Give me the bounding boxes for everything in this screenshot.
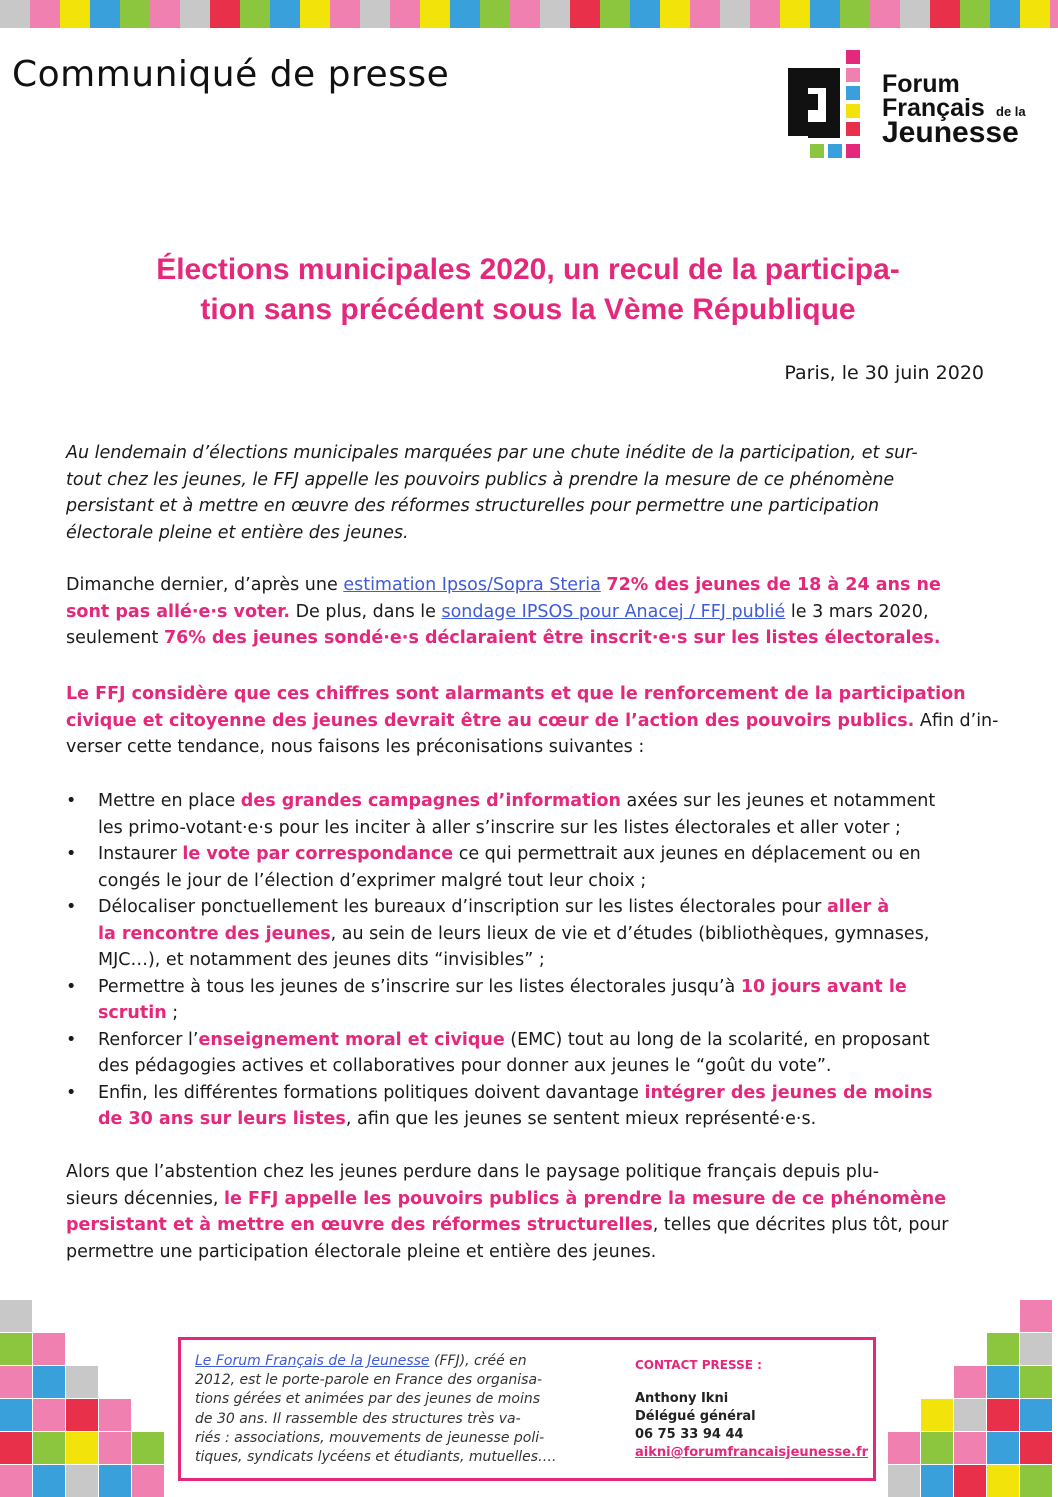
text: Instaurer	[98, 844, 183, 864]
text-line: Alors que l’abstention chez les jeunes perdure dans le paysage politique français depuis plu-	[66, 1162, 880, 1182]
text-line	[66, 708, 999, 735]
text-line: congés le jour de l’élection d’exprimer malgré tout leur choix ;	[98, 870, 647, 891]
strip-square	[870, 0, 900, 28]
logo-text-forum: Forum	[882, 70, 960, 98]
highlight-text: enseignement moral et civique	[198, 1029, 505, 1050]
strip-square	[810, 0, 840, 28]
bullet-icon: •	[66, 976, 77, 997]
corner-square	[33, 1366, 65, 1398]
corner-square	[987, 1465, 1019, 1497]
text-line: des pédagogies actives et collaboratives pour donner aux jeunes le “goût du vote”.	[98, 1056, 832, 1076]
text-line: verser cette tendance, nous faisons les préconisations suivantes :	[66, 737, 645, 757]
strip-square	[660, 0, 690, 28]
text-line: tions gérées et animées par des jeunes de moins	[195, 1391, 541, 1408]
bullet-icon: •	[66, 1082, 77, 1103]
corner-square	[66, 1465, 98, 1497]
headline-line: Élections municipales 2020, un recul de la participa-	[156, 253, 900, 286]
highlight-text: civique et citoyenne des jeunes devrait être au cœur de l’action des pouvoirs publics.	[66, 710, 915, 731]
dateline: Paris, le 30 juin 2020	[784, 362, 984, 384]
logo-text-jeunesse: Jeunesse	[882, 116, 1019, 149]
decorative-squares-right	[888, 1300, 1058, 1497]
logo-square	[828, 144, 842, 158]
list-item	[66, 894, 992, 974]
strip-square	[570, 0, 600, 28]
text-line	[98, 1000, 992, 1027]
list-item	[66, 788, 992, 841]
strip-square	[330, 0, 360, 28]
strip-square	[690, 0, 720, 28]
corner-square	[888, 1432, 920, 1464]
list-item	[66, 1080, 992, 1133]
text: ;	[166, 1003, 179, 1023]
text-line	[98, 1106, 992, 1133]
highlight-text: des grandes campagnes d’information	[240, 791, 621, 811]
strip-square	[480, 0, 510, 28]
text: le 3 mars 2020,	[785, 601, 929, 622]
strip-square	[360, 0, 390, 28]
text: Afin d’in-	[914, 710, 999, 731]
text-line	[98, 1080, 992, 1107]
logo-square	[846, 122, 860, 136]
corner-square	[66, 1399, 98, 1431]
strip-square	[390, 0, 420, 28]
list-item	[66, 1027, 992, 1080]
ffj-logo	[788, 50, 1038, 162]
ffj-website-link[interactable]: Le Forum Français de la Jeunesse	[195, 1353, 430, 1369]
corner-square	[921, 1465, 953, 1497]
strip-square	[120, 0, 150, 28]
text: Enfin, les différentes formations politiques doivent davantage	[98, 1082, 645, 1103]
list-item	[66, 841, 992, 894]
text-line	[66, 681, 992, 708]
highlight-text: aller à	[826, 897, 890, 917]
highlight-text: Le FFJ considère que ces chiffres sont alarmants et que le renforcement de la participation	[66, 684, 966, 704]
strip-square	[30, 0, 60, 28]
text-line: les primo-votant·e·s pour les inciter à aller s’inscrire sur les listes électorales et aller voter ;	[98, 817, 901, 838]
strip-square	[750, 0, 780, 28]
corner-square	[0, 1333, 32, 1365]
highlight-text: 10 jours avant le	[740, 976, 907, 997]
footer-info-box	[178, 1337, 876, 1481]
corner-square	[132, 1432, 164, 1464]
text-line: tiques, syndicats lycéens et étudiants, mutuelles….	[195, 1449, 557, 1466]
contact-name: Anthony Ikni	[635, 1391, 729, 1406]
text-line	[98, 841, 992, 868]
text-line: MJC…), et notamment des jeunes dits “invisibles” ;	[98, 950, 545, 970]
corner-square	[1020, 1465, 1052, 1497]
logo-f-bar-mid	[788, 94, 818, 110]
recommendations-list	[66, 788, 992, 1133]
strip-square	[960, 0, 990, 28]
corner-square	[66, 1432, 98, 1464]
text: axées sur les jeunes et notamment	[620, 791, 936, 811]
text-line	[98, 1027, 992, 1054]
strip-square	[180, 0, 210, 28]
strip-square	[720, 0, 750, 28]
corner-square	[888, 1465, 920, 1497]
strip-square	[990, 0, 1020, 28]
logo-text-de-la: de la	[996, 104, 1026, 119]
text: Renforcer l’	[98, 1029, 199, 1050]
corner-square	[99, 1399, 131, 1431]
intro-paragraph	[66, 440, 992, 546]
strip-square	[300, 0, 330, 28]
strip-square	[450, 0, 480, 28]
statistics-paragraph	[66, 572, 992, 652]
corner-square	[0, 1300, 32, 1332]
text-line	[66, 572, 992, 599]
strip-square	[600, 0, 630, 28]
strip-square	[240, 0, 270, 28]
strip-square	[0, 0, 30, 28]
strip-square	[780, 0, 810, 28]
strip-square	[420, 0, 450, 28]
corner-square	[921, 1399, 953, 1431]
strip-square	[270, 0, 300, 28]
text-line	[195, 1352, 625, 1371]
logo-square	[846, 86, 860, 100]
about-ffj-text	[195, 1352, 625, 1467]
highlight-text: sont pas allé·e·s voter.	[66, 601, 290, 622]
text: (FFJ), créé en	[429, 1353, 527, 1369]
corner-square	[99, 1432, 131, 1464]
strip-square	[90, 0, 120, 28]
text: , telles que décrites plus tôt, pour	[652, 1215, 949, 1235]
corner-square	[99, 1465, 131, 1497]
corner-square	[0, 1366, 32, 1398]
text: ce qui permettrait aux jeunes en déplacement ou en	[453, 844, 921, 864]
press-contact	[635, 1356, 875, 1462]
corner-square	[66, 1366, 98, 1398]
logo-j-hook	[808, 122, 840, 138]
corner-square	[33, 1333, 65, 1365]
corner-square	[954, 1465, 986, 1497]
bullet-icon: •	[66, 791, 77, 811]
text: , afin que les jeunes se sentent mieux représenté·e·s.	[345, 1109, 817, 1129]
corner-square	[0, 1432, 32, 1464]
logo-square	[846, 50, 860, 64]
ipsos-estimation-link[interactable]: estimation Ipsos/Sopra Steria	[343, 575, 601, 595]
corner-square	[987, 1333, 1019, 1365]
corner-square	[1020, 1366, 1052, 1398]
corner-square	[1020, 1300, 1052, 1332]
text: Permettre à tous les jeunes de s’inscrire sur les listes électorales jusqu’à	[98, 976, 741, 997]
bullet-icon: •	[66, 1029, 77, 1050]
logo-text-francais: Français	[882, 94, 985, 122]
strip-square	[900, 0, 930, 28]
closing-paragraph	[66, 1159, 992, 1265]
strip-square	[150, 0, 180, 28]
strip-square	[540, 0, 570, 28]
text: seulement	[66, 628, 164, 648]
text-line	[66, 599, 992, 626]
corner-square	[33, 1432, 65, 1464]
corner-square	[1020, 1432, 1052, 1464]
logo-square	[846, 68, 860, 82]
contact-phone[interactable]: 06 75 33 94 44	[635, 1427, 744, 1442]
contact-role: Délégué général	[635, 1409, 756, 1424]
text-line	[66, 1212, 992, 1239]
text: sieurs décennies,	[66, 1188, 225, 1209]
position-paragraph	[66, 681, 999, 761]
highlight-text: la rencontre des jeunes	[98, 923, 331, 944]
list-item	[66, 974, 992, 1027]
corner-square	[987, 1399, 1019, 1431]
ipsos-survey-link[interactable]: sondage IPSOS pour Anacej / FFJ publié	[441, 601, 786, 622]
text: Dimanche dernier, d’après une	[66, 575, 344, 595]
corner-square	[954, 1366, 986, 1398]
headline-line: tion sans précédent sous la Vème République	[200, 293, 856, 326]
highlight-text: scrutin	[98, 1003, 167, 1023]
strip-square	[210, 0, 240, 28]
text-line: persistant et à mettre en œuvre des réformes structurelles pour permettre une participation	[66, 496, 880, 516]
text-line: Au lendemain d’élections municipales marquées par une chute inédite de la participation, et sur-	[66, 443, 918, 463]
corner-square	[1020, 1399, 1052, 1431]
highlight-text: 72% des jeunes de 18 à 24 ans ne	[606, 575, 941, 595]
text-line	[66, 625, 992, 652]
corner-square	[0, 1399, 32, 1431]
text-line: tout chez les jeunes, le FFJ appelle les pouvoirs publics à prendre la mesure de ce phénomène	[66, 469, 895, 490]
text: , au sein de leurs lieux de vie et d’études (bibliothèques, gymnases,	[330, 923, 930, 944]
bullet-icon: •	[66, 844, 77, 864]
strip-square	[840, 0, 870, 28]
text-line	[98, 974, 992, 1001]
corner-square	[33, 1465, 65, 1497]
text-line: riés : associations, mouvements de jeunesse poli-	[195, 1429, 545, 1446]
logo-f-bar-top	[788, 68, 826, 88]
strip-square	[1020, 0, 1050, 28]
text-line	[98, 788, 992, 815]
highlight-text: le vote par correspondance	[182, 844, 454, 864]
press-release-headline	[60, 250, 996, 330]
bullet-icon: •	[66, 897, 77, 917]
highlight-text: 76% des jeunes sondé·e·s déclaraient être inscrit·e·s sur les listes électorales.	[163, 628, 941, 648]
text-line	[98, 894, 992, 921]
corner-square	[1020, 1333, 1052, 1365]
contact-email-link[interactable]: aikni@forumfrancaisjeunesse.fr	[635, 1445, 869, 1460]
text-line: électorale pleine et entière des jeunes.	[66, 522, 409, 543]
strip-square	[630, 0, 660, 28]
strip-square	[60, 0, 90, 28]
corner-square	[0, 1465, 32, 1497]
strip-square	[1050, 0, 1058, 28]
highlight-text: le FFJ appelle les pouvoirs publics à prendre la mesure de ce phénomène	[224, 1188, 947, 1209]
text-line	[66, 1186, 992, 1213]
highlight-text: de 30 ans sur leurs listes	[98, 1109, 346, 1129]
decorative-squares-left	[0, 1300, 170, 1497]
corner-square	[954, 1432, 986, 1464]
logo-square	[846, 104, 860, 118]
strip-square	[930, 0, 960, 28]
text: (EMC) tout au long de la scolarité, en proposant	[504, 1029, 930, 1050]
text: De plus, dans le	[290, 601, 442, 622]
text-line	[98, 921, 992, 948]
text: Mettre en place	[98, 791, 241, 811]
corner-square	[987, 1366, 1019, 1398]
corner-square	[33, 1399, 65, 1431]
logo-square	[846, 144, 860, 158]
corner-square	[987, 1432, 1019, 1464]
text: Délocaliser ponctuellement les bureaux d’inscription sur les listes électorales pour	[98, 897, 827, 917]
logo-square	[810, 144, 824, 158]
highlight-text: persistant et à mettre en œuvre des réformes structurelles	[66, 1215, 653, 1235]
corner-square	[132, 1465, 164, 1497]
text-line: de 30 ans. Il rassemble des structures très va-	[195, 1410, 521, 1427]
corner-square	[921, 1432, 953, 1464]
text-line: 2012, est le porte-parole en France des organisa-	[195, 1372, 543, 1389]
corner-square	[954, 1399, 986, 1431]
text-line: permettre une participation électorale pleine et entière des jeunes.	[66, 1241, 657, 1262]
top-color-strip	[0, 0, 1058, 28]
contact-label: CONTACT PRESSE :	[635, 1358, 762, 1372]
strip-square	[510, 0, 540, 28]
highlight-text: intégrer des jeunes de moins	[644, 1082, 933, 1103]
document-type-title: Communiqué de presse	[12, 54, 450, 95]
